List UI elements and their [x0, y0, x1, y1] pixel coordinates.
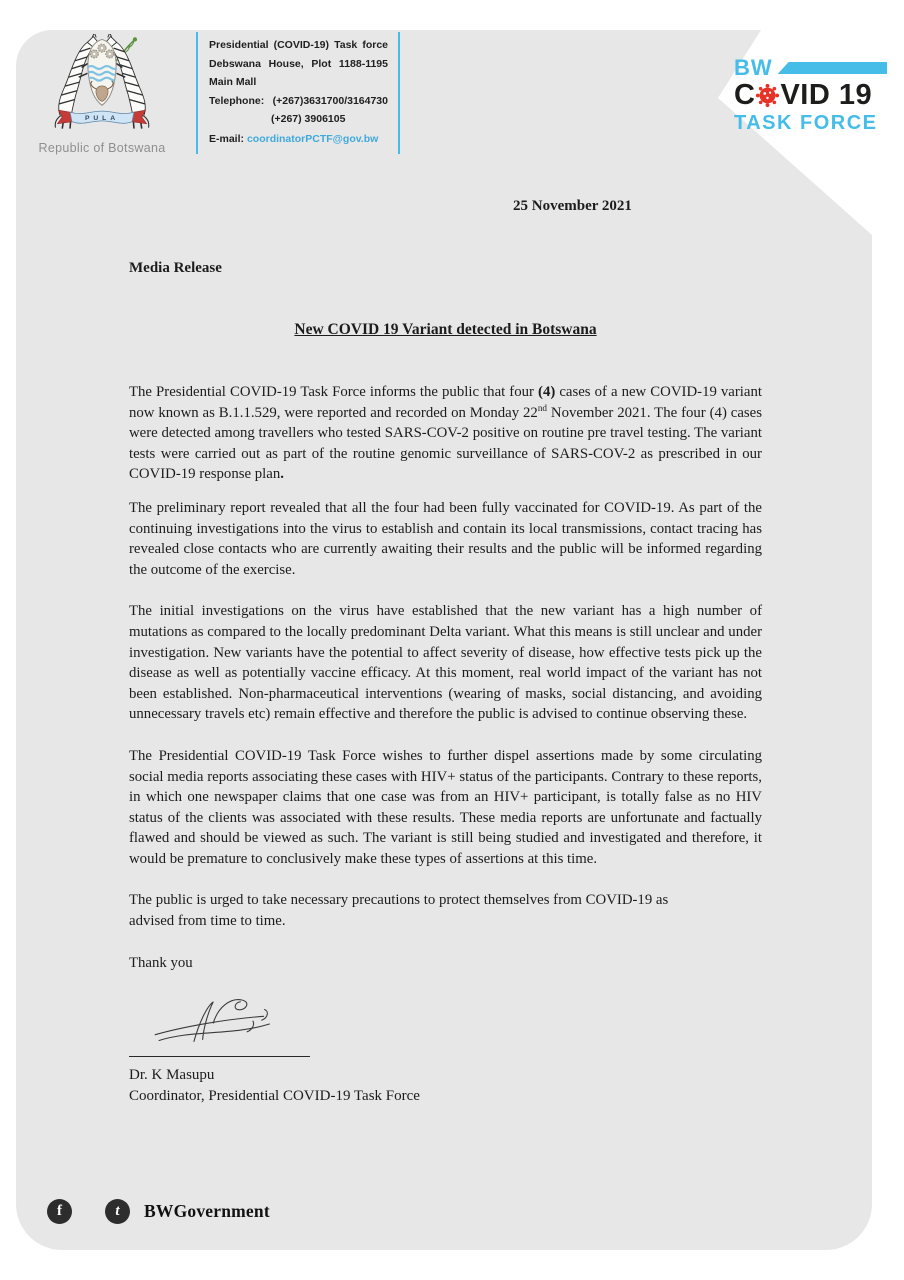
- contact-org: Presidential (COVID-19) Task force: [209, 39, 388, 51]
- email-label: E-mail:: [209, 132, 245, 145]
- facebook-glyph: f: [57, 1203, 62, 1219]
- letter-paragraph: The Presidential COVID-19 Task Force wishes to further dispel assertions made by some circulating social media reports associating these cases with HIV+ status of the participants. Contrary to these reports, in which one newspaper claims that one case was from an HIV+ participant, is totally false as no HIV status of the clients was associated with these results. These media reports are unfortunate and factually flawed and should be viewed as such. The variant is still being studied and investigated and therefore, it would be premature to conclusively make these types of assertions at this time.: [129, 747, 762, 867]
- social-handle: BWGovernment: [144, 1201, 270, 1221]
- coat-of-arms-icon: [39, 34, 165, 134]
- letter-content: [129, 198, 762, 1107]
- crest-caption: Republic of Botswana: [38, 141, 166, 155]
- letter-paragraph: The preliminary report revealed that all the four had been fully vaccinated for COVID-19. As part of the continuing investigations into the virus to establish and contain its local transmissions, contact tracing has revealed close contacts who are currently awaiting their results and the public will be informed regarding the outcome of the exercise.: [129, 499, 762, 578]
- letter-paragraph: The public is urged to take necessary precautions to protect themselves from COVID-19 as advised from time to time.: [129, 892, 669, 930]
- letter-date: 25 November 2021: [513, 198, 632, 214]
- covid-task-force-logo: [734, 57, 887, 133]
- logo-row-covid: [734, 81, 887, 110]
- letter-paragraph: The Presidential COVID-19 Task Force informs the public that four (4) cases of a new COVID-19 variant now known as B.1.1.529, were reported and recorded on Monday 22nd November 2021. The four (4) cases were detected among travellers who tested SARS-COV-2 positive on routine pre travel testing. The variant tests were carried out as part of the routine genomic surveillance of SARS-COV-2 as prescribed in our COVID-19 response plan.: [129, 384, 762, 483]
- phone-label: Telephone:: [209, 94, 265, 107]
- twitter-icon[interactable]: [105, 1199, 130, 1224]
- contact-address-line1: Debswana House, Plot 1188-1195: [209, 57, 388, 70]
- signatory-title: Coordinator, Presidential COVID-19 Task Force: [129, 1088, 420, 1105]
- closing-text: Thank you: [129, 954, 193, 971]
- letter-title: New COVID 19 Variant detected in Botswana: [294, 321, 597, 338]
- logo-task-force-text: TASK FORCE: [734, 112, 878, 134]
- logo-bw-text: BW: [734, 55, 773, 80]
- email-link[interactable]: coordinatorPCTF@gov.bw: [246, 132, 379, 145]
- facebook-icon[interactable]: [47, 1199, 72, 1224]
- signature-line: [129, 1056, 310, 1057]
- contact-phone-row: [209, 92, 388, 111]
- letterhead-contact-block: [196, 32, 400, 154]
- phone-number-2: (+267) 3906105: [271, 113, 346, 125]
- signature-icon: [147, 995, 297, 1055]
- svg-text:PULA: PULA: [85, 114, 119, 122]
- logo-covid-prefix: C: [734, 79, 756, 111]
- contact-address-line2: Main Mall: [209, 76, 257, 88]
- logo-row-bw: [734, 57, 887, 79]
- letter-paragraphs: [129, 382, 762, 932]
- logo-covid-suffix: VID 19: [780, 79, 873, 111]
- contact-email-row: [209, 130, 388, 149]
- twitter-glyph: t: [115, 1203, 120, 1219]
- phone-number-1: (+267)3631700/3164730: [272, 94, 388, 107]
- footer: [47, 1199, 270, 1224]
- letter-paragraph: The initial investigations on the virus have established that the new variant has a high number of mutations as compared to the locally predominant Delta variant. What this means is still unclear and under investigation. New variants have the potential to affect severity of disease, how effective tests pick up the disease as well as potentially vaccine efficacy. At this moment, real world impact of the variant has not been established. Non-pharmaceutical interventions (wearing of masks, social distancing, and avoiding unnecessary travels etc) remain effective and therefore the public is advised to continue observing these.: [129, 603, 762, 723]
- logo-bar-shape: [778, 62, 887, 74]
- media-release-label: Media Release: [129, 260, 222, 276]
- signatory-name: Dr. K Masupu: [129, 1067, 215, 1084]
- virus-icon: [754, 82, 781, 109]
- botswana-coat-of-arms: [38, 34, 166, 155]
